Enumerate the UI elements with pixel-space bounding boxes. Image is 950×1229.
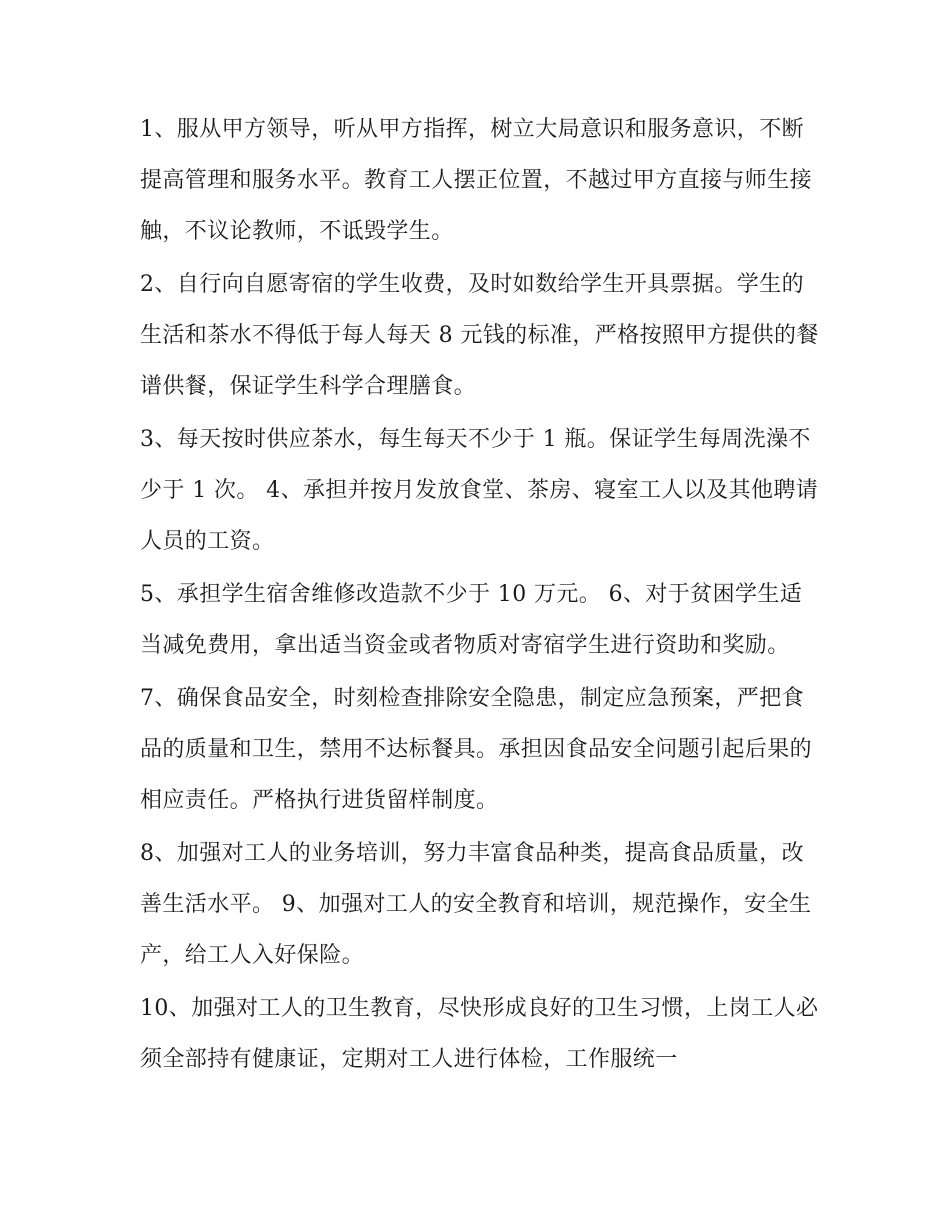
paragraph-item-3: 3、每天按时供应茶水，每生每天不少于 1 瓶。保证学生每周洗澡不少于 1 次。 4、承担并按月发放食堂、茶房、寝室工人以及其他聘请人员的工资。 xyxy=(140,427,819,554)
document-body xyxy=(140,104,820,1087)
paragraph-item-1: 1、服从甲方领导，听从甲方指挥，树立大局意识和服务意识，不断提高管理和服务水平。教育工人摆正位置，不越过甲方直接与师生接触，不议论教师，不诋毁学生。 xyxy=(140,117,813,244)
paragraph-item-7: 7、确保食品安全，时刻检查排除安全隐患，制定应急预案，严把食品的质量和卫生，禁用不达标餐具。承担因食品安全问题引起后果的相应责任。严格执行进货留样制度。 xyxy=(140,686,813,813)
paragraph-item-8: 8、加强对工人的业务培训，努力丰富食品种类，提高食品质量，改善生活水平。 9、加强对工人的安全教育和培训，规范操作，安全生产，给工人入好保险。 xyxy=(140,841,812,968)
paragraph-item-2: 2、自行向自愿寄宿的学生收费，及时如数给学生开具票据。学生的生活和茶水不得低于每人每天 8 元钱的标准，严格按照甲方提供的餐谱供餐，保证学生科学合理膳食。 xyxy=(140,272,819,399)
paragraph-item-5: 5、承担学生宿舍维修改造款不少于 10 万元。 6、对于贫困学生适当减免费用，拿出适当资金或者物质对寄宿学生进行资助和奖励。 xyxy=(140,582,803,658)
paragraph-item-10: 10、加强对工人的卫生教育，尽快形成良好的卫生习惯，上岗工人必须全部持有健康证，定期对工人进行体检，工作服统一 xyxy=(140,996,819,1072)
